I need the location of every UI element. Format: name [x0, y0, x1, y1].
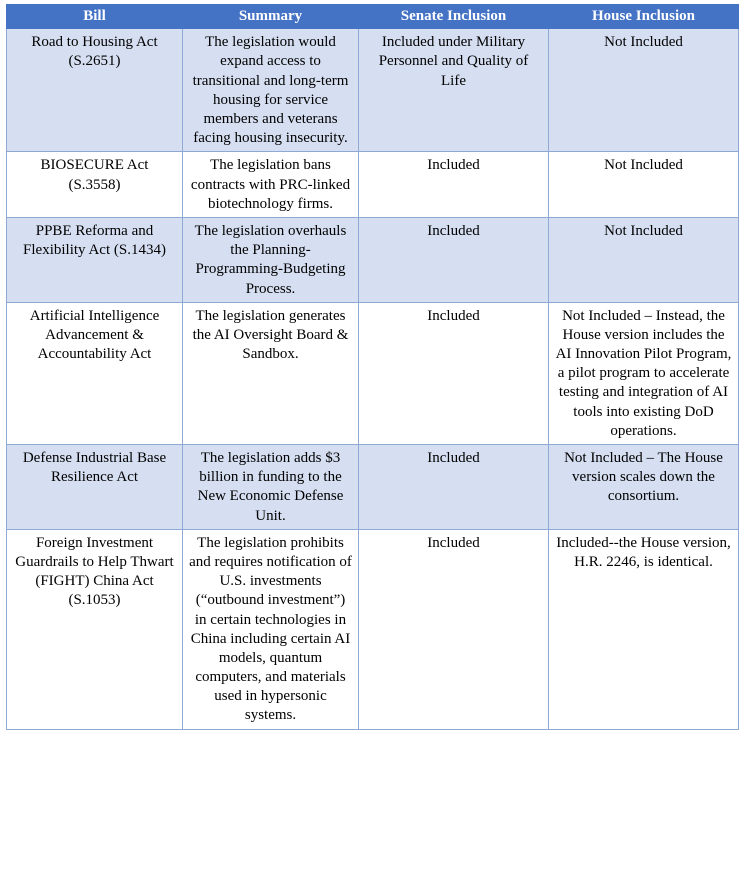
cell-house-inclusion: Not Included — [549, 29, 739, 152]
table-row — [7, 29, 739, 152]
cell-house-inclusion: Not Included — [549, 217, 739, 302]
table-row — [7, 445, 739, 530]
table-row — [7, 302, 739, 444]
column-header-senate-inclusion: Senate Inclusion — [359, 5, 549, 29]
cell-senate-inclusion: Included — [359, 217, 549, 302]
cell-bill: BIOSECURE Act (S.3558) — [7, 152, 183, 218]
cell-house-inclusion: Not Included – The House version scales down the consortium. — [549, 445, 739, 530]
column-header-summary: Summary — [183, 5, 359, 29]
cell-senate-inclusion: Included — [359, 302, 549, 444]
table-row — [7, 152, 739, 218]
cell-summary: The legislation generates the AI Oversight Board & Sandbox. — [183, 302, 359, 444]
cell-bill: Foreign Investment Guardrails to Help Thwart (FIGHT) China Act (S.1053) — [7, 529, 183, 729]
cell-house-inclusion: Included--the House version, H.R. 2246, is identical. — [549, 529, 739, 729]
cell-summary: The legislation bans contracts with PRC-linked biotechnology firms. — [183, 152, 359, 218]
table-header — [7, 5, 739, 29]
cell-senate-inclusion: Included — [359, 152, 549, 218]
cell-senate-inclusion: Included — [359, 529, 549, 729]
cell-bill: PPBE Reforma and Flexibility Act (S.1434) — [7, 217, 183, 302]
cell-house-inclusion: Not Included — [549, 152, 739, 218]
table-body — [7, 29, 739, 729]
cell-summary: The legislation overhauls the Planning-Programming-Budgeting Process. — [183, 217, 359, 302]
table-header-row — [7, 5, 739, 29]
bill-comparison-table — [6, 4, 739, 730]
cell-bill: Road to Housing Act (S.2651) — [7, 29, 183, 152]
column-header-bill: Bill — [7, 5, 183, 29]
column-header-house-inclusion: House Inclusion — [549, 5, 739, 29]
cell-bill: Defense Industrial Base Resilience Act — [7, 445, 183, 530]
cell-summary: The legislation would expand access to transitional and long-term housing for service members and veterans facing housing insecurity. — [183, 29, 359, 152]
cell-summary: The legislation prohibits and requires notification of U.S. investments (“outbound investment”) in certain technologies in China including certain AI models, quantum computers, and materials used in hypersonic systems. — [183, 529, 359, 729]
cell-senate-inclusion: Included — [359, 445, 549, 530]
table-row — [7, 529, 739, 729]
cell-summary: The legislation adds $3 billion in funding to the New Economic Defense Unit. — [183, 445, 359, 530]
cell-house-inclusion: Not Included – Instead, the House version includes the AI Innovation Pilot Program, a pilot program to accelerate testing and integration of AI tools into existing DoD operations. — [549, 302, 739, 444]
table-row — [7, 217, 739, 302]
cell-bill: Artificial Intelligence Advancement & Accountability Act — [7, 302, 183, 444]
cell-senate-inclusion: Included under Military Personnel and Quality of Life — [359, 29, 549, 152]
